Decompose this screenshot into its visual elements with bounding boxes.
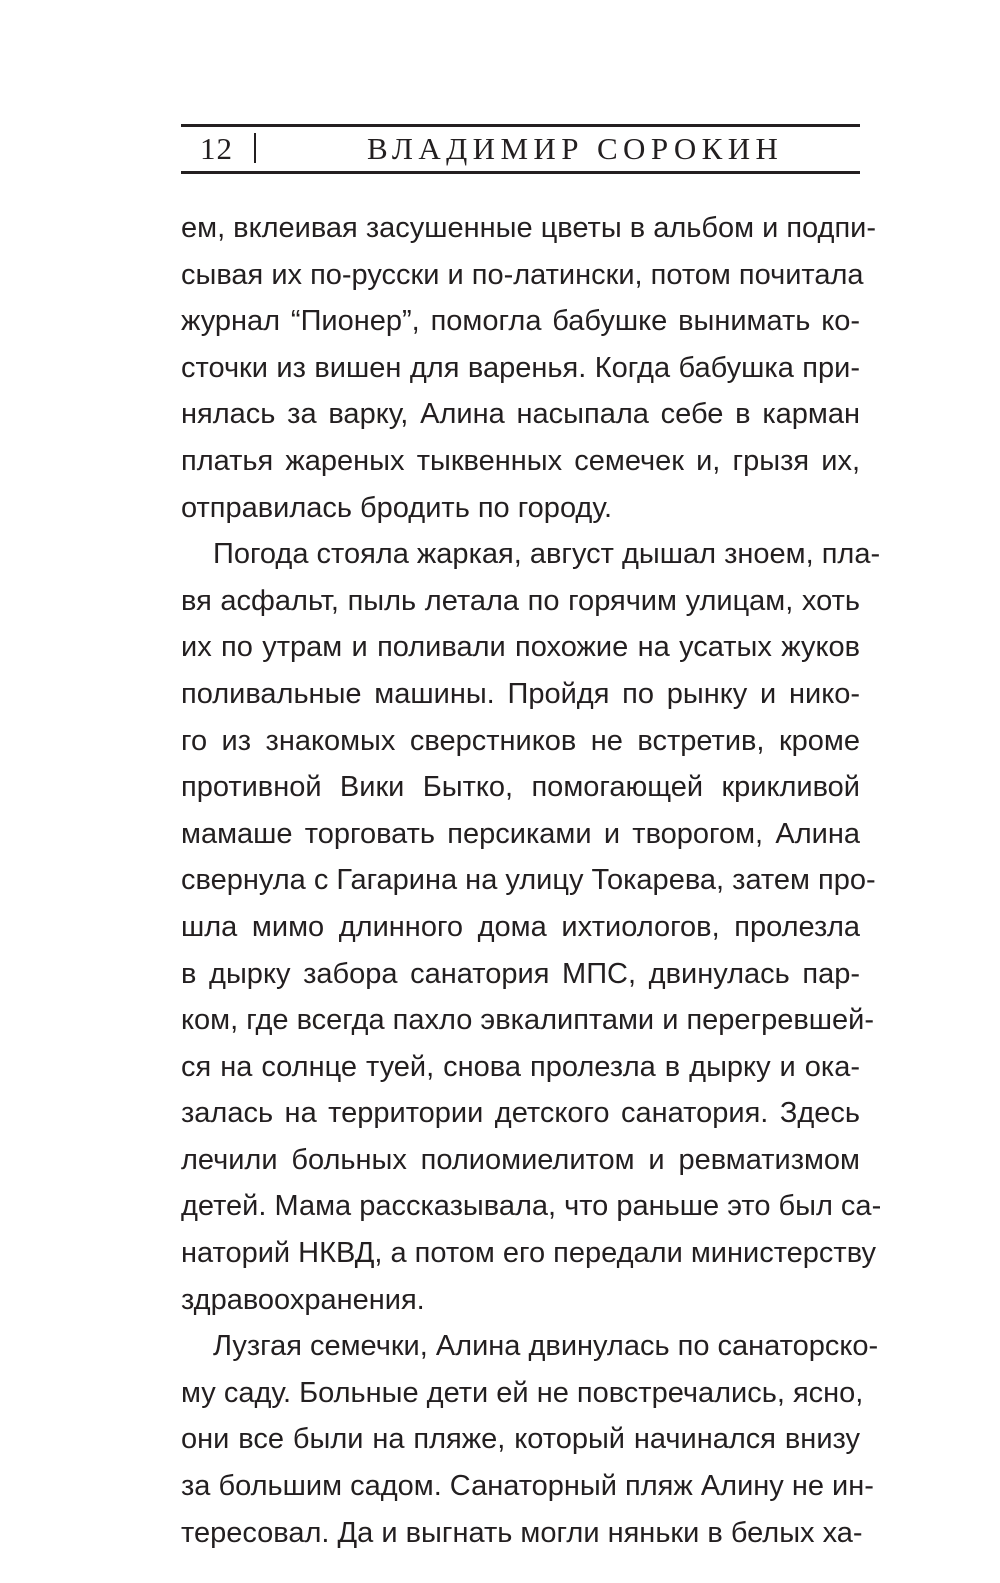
text-line: в дырку забора санатория МПС, двинулась пар- (181, 957, 860, 990)
text-line: лечили больных полиомиелитом и ревматизмом (181, 1143, 860, 1176)
header-separator (254, 133, 256, 163)
text-line: здравоохранения. (181, 1283, 425, 1316)
text-line: журнал “Пионер”, помогла бабушке вынимать ко- (181, 305, 860, 338)
author-name: ВЛАДИМИР СОРОКИН (367, 131, 784, 166)
text-line: Лузгая семечки, Алина двинулась по санаторско- (213, 1330, 879, 1363)
text-line: детей. Мама рассказывала, что раньше это был са- (181, 1190, 882, 1223)
text-line: му саду. Больные дети ей не повстречались, ясно, (181, 1376, 864, 1409)
text-line: противной Вики Бытко, помогающей крикливой (181, 771, 860, 804)
paragraph-1 (181, 205, 877, 531)
text-line: ком, где всегда пахло эвкалиптами и перегревшей- (181, 1004, 875, 1037)
paragraph-2 (181, 531, 882, 1323)
text-line: залась на территории детского санатория. Здесь (181, 1097, 860, 1130)
text-line: их по утрам и поливали похожие на усатых жуков (181, 631, 860, 664)
text-line: шла мимо длинного дома ихтиологов, пролезла (181, 910, 860, 943)
text-line: платья жареных тыквенных семечек и, грызя их, (181, 444, 860, 477)
text-line: сывая их по-русски и по-латински, потом почитала (181, 258, 864, 291)
text-line: они все были на пляже, который начинался внизу (181, 1423, 860, 1456)
text-line: ем, вклеивая засушенные цветы в альбом и подпи- (181, 212, 877, 244)
text-line: го из знакомых сверстников не встретив, кроме (181, 724, 860, 757)
paragraph-3 (181, 1323, 879, 1556)
text-line: сточки из вишен для варенья. Когда бабушка при- (181, 351, 860, 384)
text-line: нялась за варку, Алина насыпала себе в карман (181, 398, 860, 431)
text-line: свернула с Гагарина на улицу Токарева, затем про- (181, 864, 876, 897)
text-line: наторий НКВД, а потом его передали министерству (181, 1237, 876, 1270)
text-line: тересовал. Да и выгнать могли няньки в белых ха- (181, 1516, 863, 1549)
page-number: 12 (200, 131, 233, 166)
text-line: ся на солнце туей, снова пролезла в дырку и ока- (181, 1050, 860, 1083)
header-bottom-rule (181, 171, 860, 174)
text-line: за большим садом. Санаторный пляж Алину не ин- (181, 1470, 874, 1503)
body-text (181, 205, 882, 1556)
text-line: поливальные машины. Пройдя по рынку и нико- (181, 677, 860, 710)
text-line: мамаше торговать персиками и творогом, Алина (181, 817, 860, 850)
running-head (181, 127, 860, 171)
text-line: вя асфальт, пыль летала по горячим улицам, хоть (181, 584, 860, 617)
text-line: отправилась бродить по городу. (181, 491, 613, 524)
text-line: Погода стояла жаркая, август дышал зноем, пла- (213, 538, 881, 571)
